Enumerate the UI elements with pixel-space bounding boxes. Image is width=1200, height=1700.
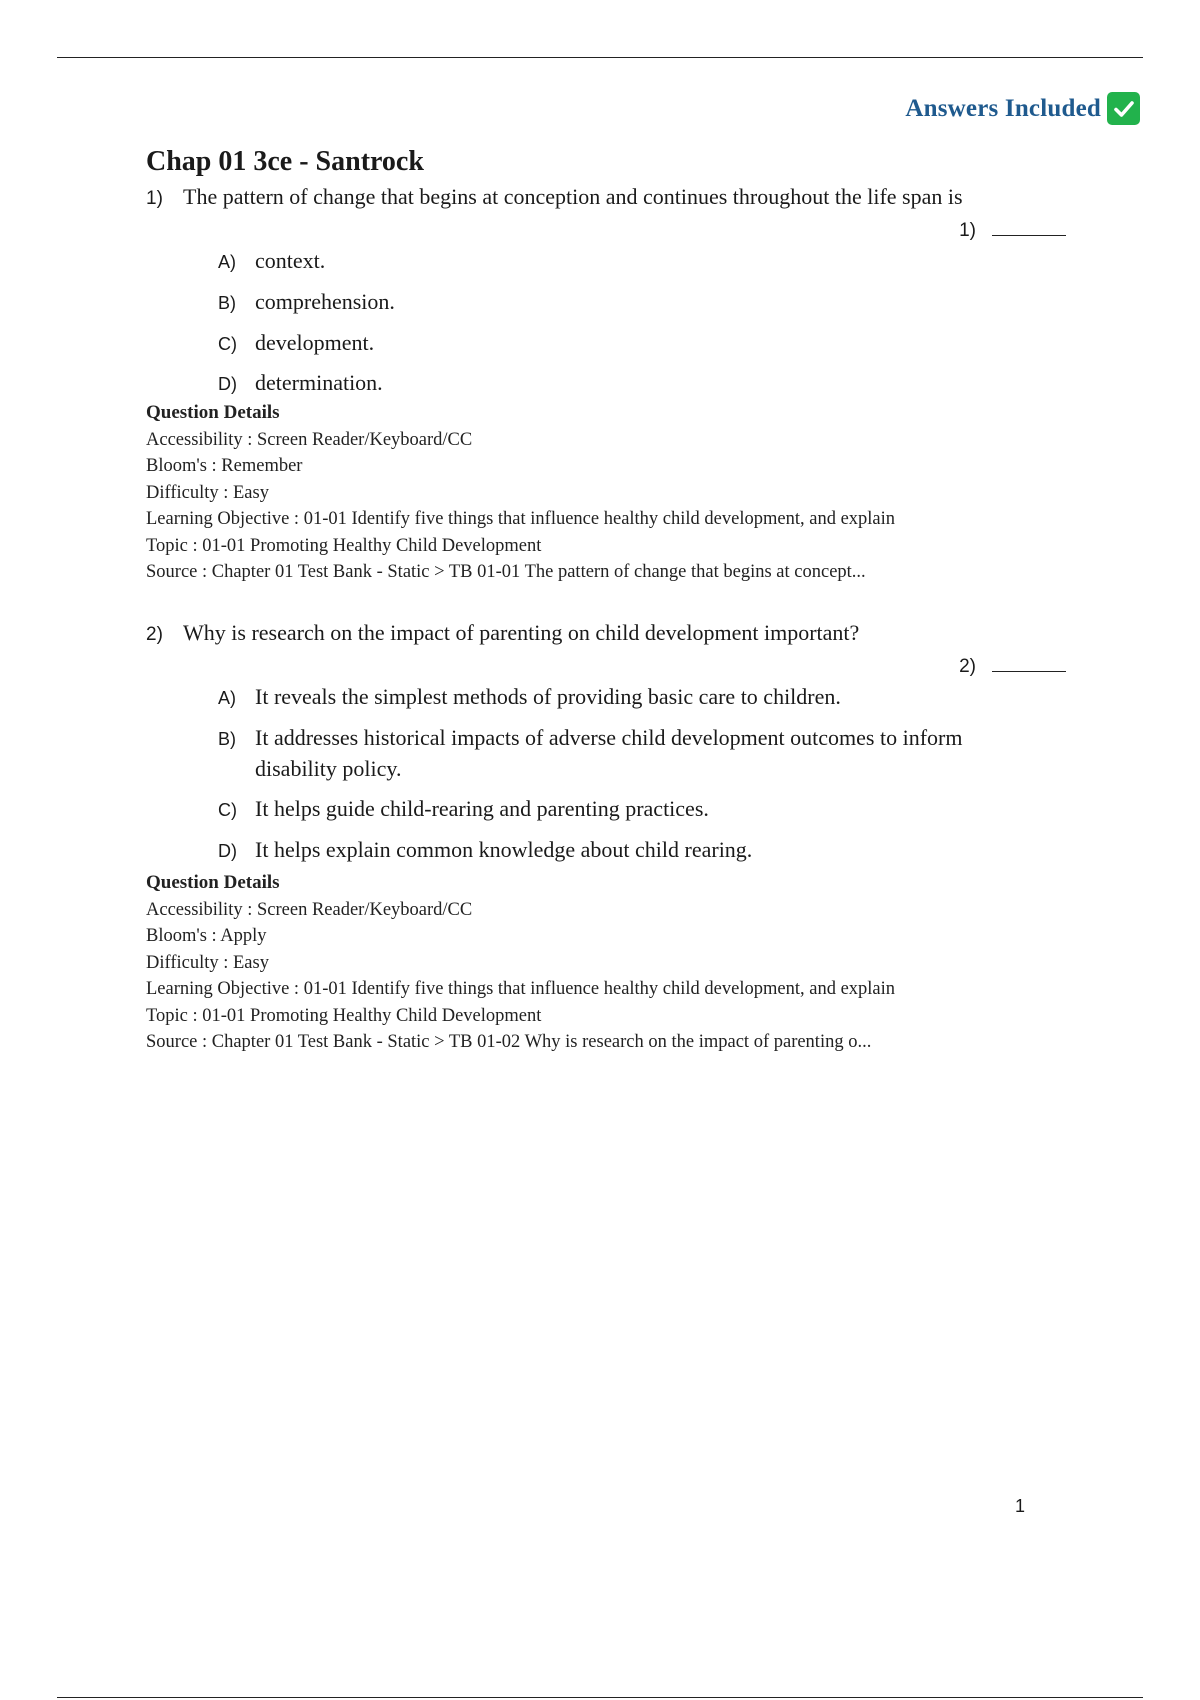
choice-letter: A) [218, 252, 236, 272]
choice-letter: B) [218, 728, 236, 749]
choice-c[interactable] [218, 328, 1038, 359]
question-details-1 [146, 400, 1046, 586]
details-blooms: Bloom's : Remember [146, 456, 303, 476]
question-2 [146, 620, 1066, 863]
question-details-2 [146, 870, 1046, 1056]
details-heading: Question Details [146, 402, 280, 423]
choice-list [218, 246, 1038, 409]
choice-text: comprehension. [255, 288, 395, 314]
choice-letter: C) [218, 800, 237, 821]
answer-slot-label: 2) [959, 656, 976, 677]
details-accessibility: Accessibility : Screen Reader/Keyboard/CC [146, 429, 473, 450]
question-number: 2) [146, 624, 163, 645]
details-difficulty: Difficulty : Easy [146, 482, 269, 503]
details-learning-objective: Learning Objective : 01-01 Identify five things that influence healthy child development, and explain [146, 979, 896, 999]
choice-text: It reveals the simplest methods of providing basic care to children. [255, 684, 841, 709]
details-learning-objective: Learning Objective : 01-01 Identify five things that influence healthy child development, and explain [146, 509, 896, 529]
details-topic: Topic : 01-01 Promoting Healthy Child Development [146, 1005, 542, 1026]
details-source: Source : Chapter 01 Test Bank - Static > TB 01-01 The pattern of change that begins at concept... [146, 562, 866, 582]
choice-text: It helps explain common knowledge about child rearing. [255, 837, 753, 863]
choice-text: context. [255, 248, 326, 273]
answer-slot [959, 656, 1066, 678]
choice-d[interactable] [218, 835, 1038, 866]
choice-c[interactable] [218, 794, 1038, 825]
details-source: Source : Chapter 01 Test Bank - Static > TB 01-02 Why is research on the impact of parenting o... [146, 1032, 872, 1052]
choice-list [218, 682, 1038, 876]
details-topic: Topic : 01-01 Promoting Healthy Child Development [146, 535, 542, 556]
answer-slot [959, 220, 1066, 242]
choice-a[interactable] [218, 682, 1038, 713]
details-heading: Question Details [146, 872, 280, 893]
details-difficulty: Difficulty : Easy [146, 952, 269, 973]
choice-a[interactable] [218, 246, 1038, 277]
choice-text: development. [255, 329, 375, 355]
choice-letter: A) [218, 688, 236, 708]
details-blooms: Bloom's : Apply [146, 926, 267, 946]
choice-text: determination. [255, 370, 383, 396]
question-text: Why is research on the impact of parenting on child development important? [183, 620, 860, 645]
question-number: 1) [146, 188, 163, 209]
choice-letter: D) [218, 841, 237, 862]
answers-included-banner [905, 92, 1140, 125]
choice-text: It helps guide child-rearing and parenting practices. [255, 796, 709, 822]
choice-letter: D) [218, 374, 237, 395]
choice-d[interactable] [218, 368, 1038, 399]
document-title: Chap 01 3ce - Santrock [146, 146, 424, 177]
details-accessibility: Accessibility : Screen Reader/Keyboard/CC [146, 899, 473, 920]
bottom-divider [57, 1697, 1143, 1698]
answer-blank[interactable] [992, 221, 1066, 236]
choice-b[interactable] [218, 287, 1038, 318]
question-1 [146, 184, 1066, 396]
choice-b[interactable] [218, 723, 1038, 785]
answers-included-label: Answers Included [905, 94, 1101, 122]
check-mark-icon [1107, 92, 1140, 125]
page-number: 1 [1015, 1496, 1026, 1516]
choice-text: It addresses historical impacts of adverse child development outcomes to inform disability policy. [255, 724, 963, 781]
answer-slot-label: 1) [959, 220, 976, 241]
choice-letter: B) [218, 292, 236, 313]
question-text: The pattern of change that begins at conception and continues throughout the life span is [183, 184, 963, 209]
answer-blank[interactable] [992, 657, 1066, 672]
top-divider [57, 57, 1143, 58]
choice-letter: C) [218, 333, 237, 354]
